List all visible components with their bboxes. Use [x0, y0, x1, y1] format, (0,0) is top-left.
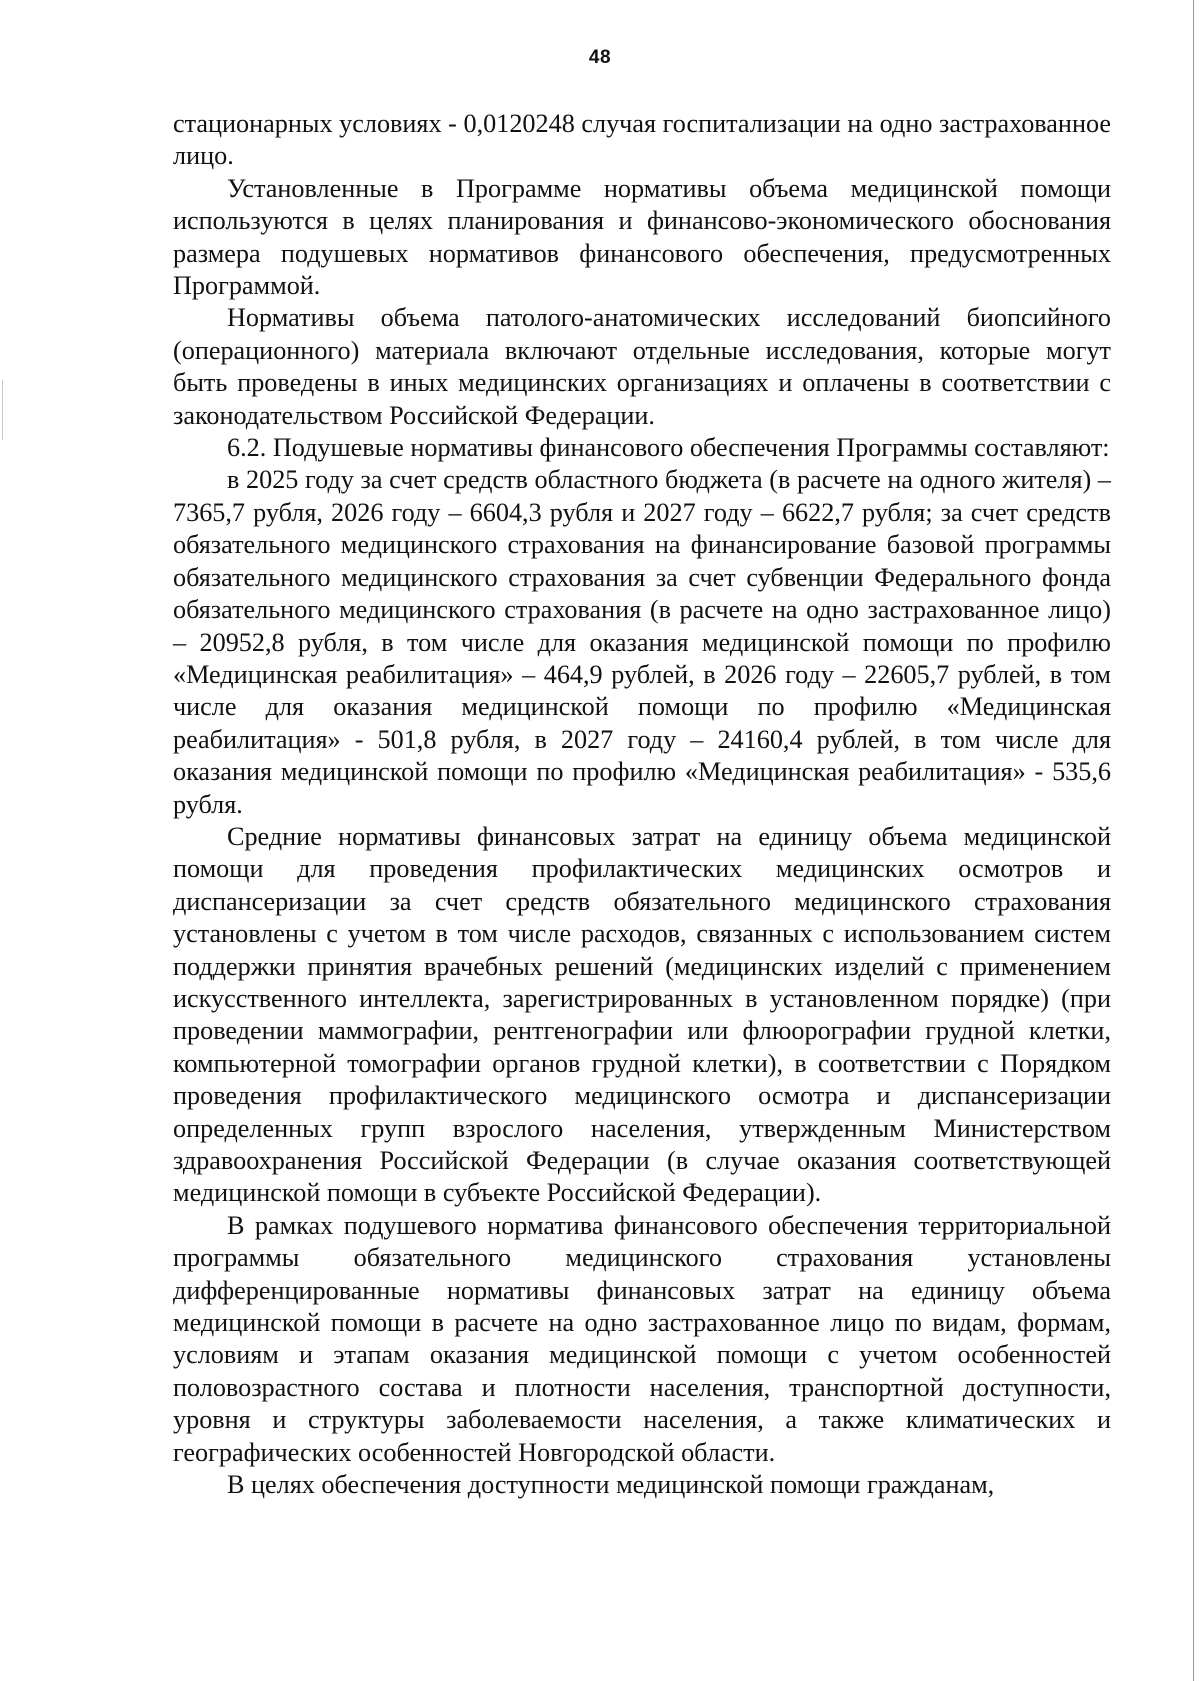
- paragraph-accessibility: В целях обеспечения доступности медицинской помощи гражданам,: [227, 1470, 995, 1500]
- paragraph-continuation: стационарных условиях - 0,0120248 случая госпитализации на одно застрахованное лицо.: [173, 109, 1111, 171]
- document-body: [173, 108, 1111, 1501]
- paragraph-pathology-norms: Нормативы объема патолого-анатомических исследований биопсийного (операционного) материала включают отдельные исследования, которые могут быть проведены в иных медицинских организациях и оплачены в соответствии с законодательством Российской Федерации.: [173, 303, 1111, 430]
- scan-edge-mark: [2, 380, 3, 440]
- paragraph-per-capita-values: в 2025 году за счет средств областного бюджета (в расчете на одного жителя) – 7365,7 рубля, 2026 году – 6604,3 рубля и 2027 году – 6622,7 рубля; за счет средств обязательного медицинского страхования на финансирование базовой программы обязательного медицинского страхования за счет субвенции Федерального фонда обязательного медицинского страхования (в расчете на одно застрахованное лицо) – 20952,8 рубля, в том числе для оказания медицинской помощи по профилю «Медицинская реабилитация» – 464,9 рублей, в 2026 году – 22605,7 рублей, в том числе для оказания медицинской помощи по профилю «Медицинская реабилитация» - 501,8 рубля, в 2027 году – 24160,4 рублей, в том числе для оказания медицинской помощи по профилю «Медицинская реабилитация» - 535,6 рубля.: [173, 465, 1111, 819]
- paragraph-average-costs: Средние нормативы финансовых затрат на единицу объема медицинской помощи для проведения профилактических медицинских осмотров и диспансеризации за счет средств обязательного медицинского страхования установлены с учетом в том числе расходов, связанных с использованием систем поддержки принятия врачебных решений (медицинских изделий с применением искусственного интеллекта, зарегистрированных в установленном порядке) (при проведении маммографии, рентгенографии или флюорографии грудной клетки, компьютерной томографии органов грудной клетки), в соответствии с Порядком проведения профилактического медицинского осмотра и диспансеризации определенных групп взрослого населения, утвержденным Министерством здравоохранения Российской Федерации (в случае оказания соответствующей медицинской помощи в субъекте Российской Федерации).: [173, 821, 1111, 1208]
- paragraph-norms-usage: Установленные в Программе нормативы объема медицинской помощи используются в целях планирования и финансово-экономического обоснования размера подушевых нормативов финансового обеспечения, предусмотренных Программой.: [173, 173, 1111, 301]
- paragraph-section-6-2: 6.2. Подушевые нормативы финансового обеспечения Программы составляют:: [227, 433, 1110, 463]
- scan-edge-line: [1193, 0, 1194, 1681]
- page-number: 48: [588, 47, 612, 68]
- paragraph-differentiated-norms: В рамках подушевого норматива финансового обеспечения территориальной программы обязательного медицинского страхования установлены дифференцированные нормативы финансовых затрат на единицу объема медицинской помощи в расчете на одно застрахованное лицо по видам, формам, условиям и этапам оказания медицинской помощи с учетом особенностей половозрастного состава и плотности населения, транспортной доступности, уровня и структуры заболеваемости населения, а также климатических и географических особенностей Новгородской области.: [173, 1210, 1111, 1467]
